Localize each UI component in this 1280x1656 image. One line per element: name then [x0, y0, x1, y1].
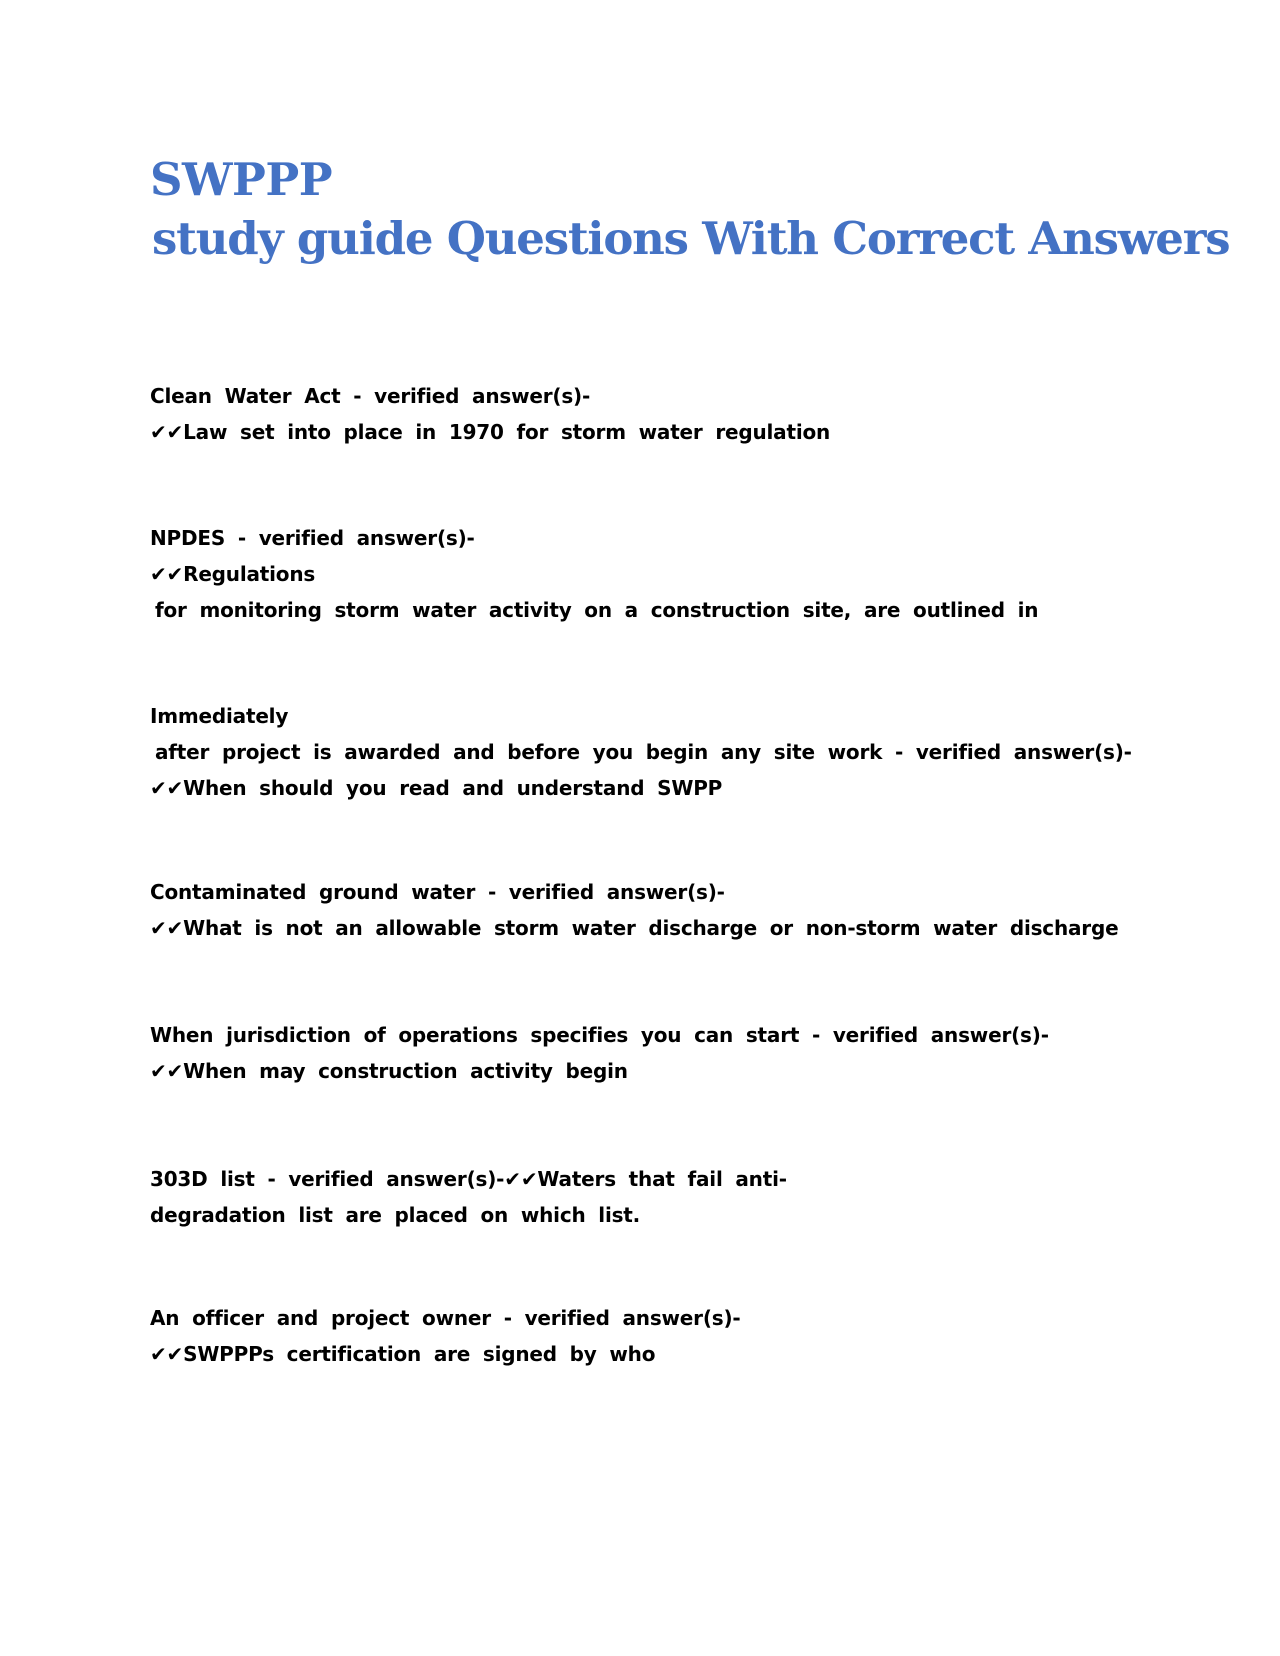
qa-term-and-answer: 303D list - verified answer(s)-✔✔Waters that fail anti-	[150, 1167, 787, 1191]
qa-item-contaminated-ground-water	[150, 874, 1160, 946]
qa-answer: ✔✔When may construction activity begin	[150, 1059, 628, 1083]
qa-item-clean-water-act	[150, 378, 1160, 450]
qa-term: Contaminated ground water - verified answer(s)-	[150, 880, 725, 904]
qa-term: NPDES - verified answer(s)-	[150, 526, 475, 550]
qa-term-continued: after project is awarded and before you begin any site work - verified answer(s)-	[155, 740, 1132, 764]
title-line-2: study guide Questions With Correct Answers	[152, 212, 1230, 265]
qa-item-npdes	[150, 520, 1160, 628]
qa-answer: ✔✔Regulations	[150, 562, 316, 586]
qa-item-jurisdiction	[150, 1017, 1160, 1089]
qa-item-303d-list	[150, 1161, 1160, 1233]
qa-answer: ✔✔Law set into place in 1970 for storm water regulation	[150, 420, 831, 444]
qa-item-immediately	[150, 698, 1160, 806]
qa-answer: ✔✔When should you read and understand SWPP	[150, 776, 723, 800]
qa-answer-continued: degradation list are placed on which list.	[150, 1203, 641, 1227]
qa-answer-continued: for monitoring storm water activity on a construction site, are outlined in	[155, 598, 1039, 622]
qa-term: Clean Water Act - verified answer(s)-	[150, 384, 591, 408]
qa-item-officer-and-owner	[150, 1300, 1160, 1372]
qa-term: An officer and project owner - verified answer(s)-	[150, 1306, 741, 1330]
qa-term: When jurisdiction of operations specifies you can start - verified answer(s)-	[150, 1023, 1049, 1047]
title-line-1: SWPPP	[150, 153, 333, 206]
document-title	[150, 148, 1230, 265]
qa-term: Immediately	[150, 704, 289, 728]
qa-answer: ✔✔SWPPPs certification are signed by who	[150, 1342, 656, 1366]
qa-answer: ✔✔What is not an allowable storm water discharge or non-storm water discharge	[150, 916, 1119, 940]
